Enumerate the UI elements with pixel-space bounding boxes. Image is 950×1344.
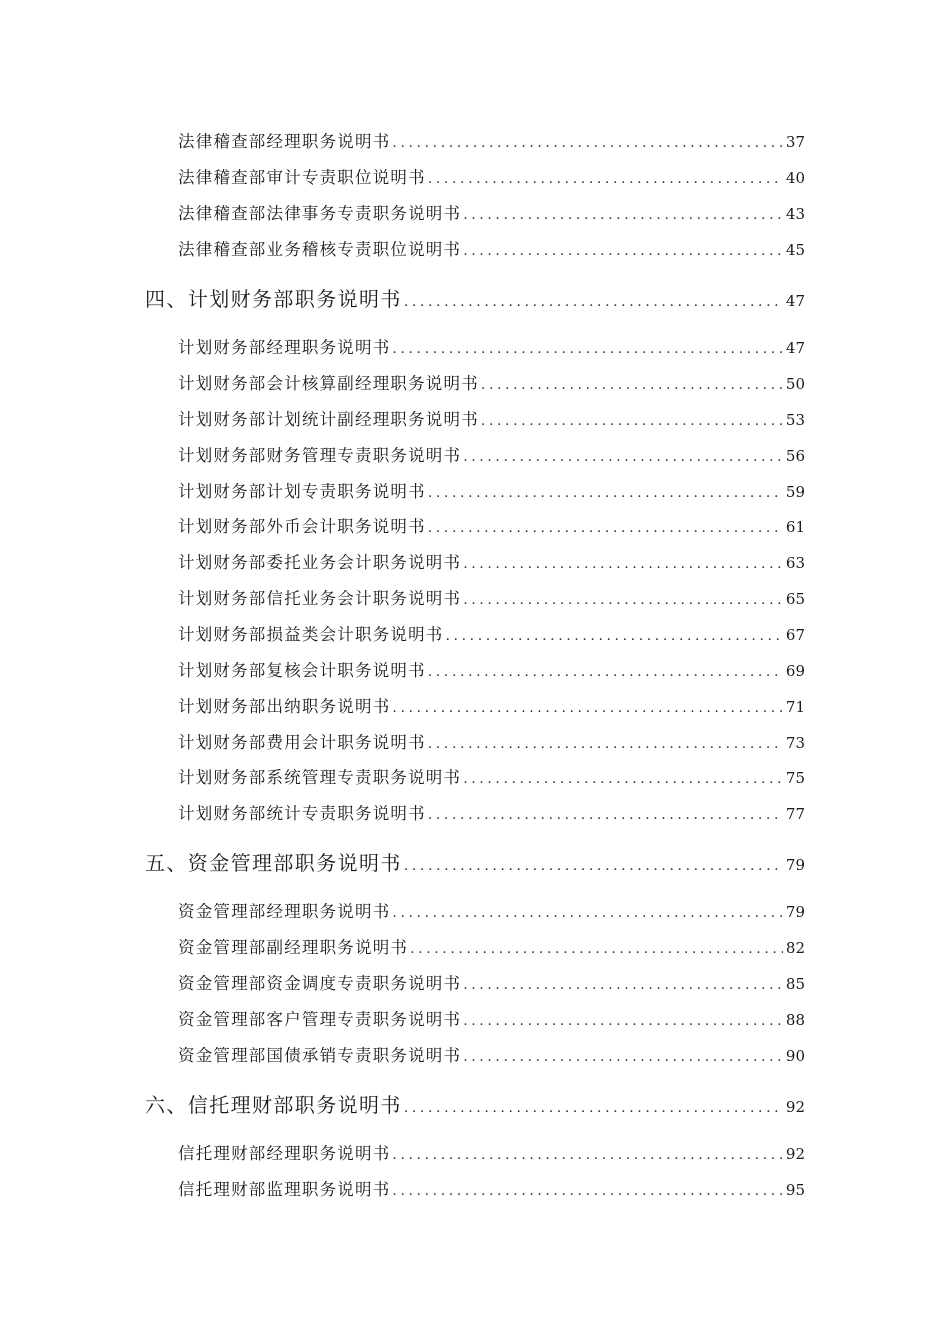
toc-page-number: 92 xyxy=(785,1145,805,1163)
toc-section-entry[interactable] xyxy=(145,847,805,876)
toc-entry-title: 资金管理部经理职务说明书 xyxy=(178,902,391,921)
toc-page-number: 61 xyxy=(785,518,805,536)
toc-entry[interactable] xyxy=(178,585,805,609)
toc-page-number: 75 xyxy=(785,769,805,787)
toc-entry-title: 信托理财部监理职务说明书 xyxy=(178,1180,391,1199)
toc-entry-title: 计划财务部委托业务会计职务说明书 xyxy=(178,553,462,572)
toc-page-number: 92 xyxy=(785,1098,805,1116)
dot-leader xyxy=(392,905,783,921)
toc-page-number: 82 xyxy=(785,939,805,957)
toc-entry[interactable] xyxy=(178,370,805,394)
toc-entry-title: 计划财务部财务管理专责职务说明书 xyxy=(178,446,462,465)
toc-page-number: 43 xyxy=(785,205,805,223)
toc-entry[interactable] xyxy=(178,442,805,466)
dot-leader xyxy=(463,449,783,465)
dot-leader xyxy=(481,413,783,429)
toc-entry-title: 资金管理部副经理职务说明书 xyxy=(178,938,409,957)
toc-page-number: 73 xyxy=(785,734,805,752)
dot-leader xyxy=(428,736,783,752)
toc-entry[interactable] xyxy=(178,200,805,224)
toc-entry-title: 资金管理部客户管理专责职务说明书 xyxy=(178,1010,462,1029)
toc-entry[interactable] xyxy=(178,934,805,958)
toc-entry[interactable] xyxy=(178,1006,805,1030)
toc-entry[interactable] xyxy=(178,164,805,188)
dot-leader xyxy=(463,1049,783,1065)
toc-entry[interactable] xyxy=(178,128,805,152)
toc-page-number: 71 xyxy=(785,698,805,716)
toc-entry-title: 四、计划财务部职务说明书 xyxy=(145,287,402,311)
toc-entry-title: 计划财务部系统管理专责职务说明书 xyxy=(178,768,462,787)
toc-entry-title: 计划财务部外币会计职务说明书 xyxy=(178,517,426,536)
toc-page-number: 79 xyxy=(785,856,805,874)
dot-leader xyxy=(410,941,783,957)
dot-leader xyxy=(404,1100,783,1116)
toc-page-number: 90 xyxy=(785,1047,805,1065)
toc-entry[interactable] xyxy=(178,729,805,753)
toc-entry-title: 计划财务部经理职务说明书 xyxy=(178,338,391,357)
toc-page-number: 79 xyxy=(785,903,805,921)
toc-entry[interactable] xyxy=(178,549,805,573)
toc-page-number: 37 xyxy=(785,133,805,151)
dot-leader xyxy=(404,294,783,310)
toc-entry-title: 计划财务部计划专责职务说明书 xyxy=(178,482,426,501)
dot-leader xyxy=(428,520,783,536)
toc-entry-title: 计划财务部损益类会计职务说明书 xyxy=(178,625,444,644)
toc-entry[interactable] xyxy=(178,621,805,645)
dot-leader xyxy=(463,207,783,223)
dot-leader xyxy=(463,592,783,608)
dot-leader xyxy=(463,556,783,572)
toc-entry[interactable] xyxy=(178,406,805,430)
toc-entry[interactable] xyxy=(178,898,805,922)
dot-leader xyxy=(428,664,783,680)
toc-entry[interactable] xyxy=(178,334,805,358)
toc-entry-title: 信托理财部经理职务说明书 xyxy=(178,1144,391,1163)
toc-page-number: 77 xyxy=(785,805,805,823)
dot-leader xyxy=(404,858,783,874)
toc-entry[interactable] xyxy=(178,236,805,260)
toc-page-number: 85 xyxy=(785,975,805,993)
dot-leader xyxy=(428,485,783,501)
toc-page-number: 40 xyxy=(785,169,805,187)
dot-leader xyxy=(463,771,783,787)
toc-entry[interactable] xyxy=(178,1176,805,1200)
dot-leader xyxy=(392,135,783,151)
toc-entry-title: 法律稽查部法律事务专责职务说明书 xyxy=(178,204,462,223)
toc-page-number: 63 xyxy=(785,554,805,572)
toc-entry[interactable] xyxy=(178,1042,805,1066)
dot-leader xyxy=(392,341,783,357)
toc-entry-title: 计划财务部复核会计职务说明书 xyxy=(178,661,426,680)
dot-leader xyxy=(428,807,783,823)
toc-entry-title: 计划财务部出纳职务说明书 xyxy=(178,697,391,716)
dot-leader xyxy=(463,1013,783,1029)
toc-entry-title: 五、资金管理部职务说明书 xyxy=(145,851,402,875)
toc-entry[interactable] xyxy=(178,478,805,502)
toc-entry-title: 六、信托理财部职务说明书 xyxy=(145,1093,402,1117)
toc-entry-title: 法律稽查部经理职务说明书 xyxy=(178,132,391,151)
dot-leader xyxy=(392,1147,783,1163)
toc-entry-title: 计划财务部统计专责职务说明书 xyxy=(178,804,426,823)
toc-page-number: 45 xyxy=(785,241,805,259)
toc-entry[interactable] xyxy=(178,800,805,824)
dot-leader xyxy=(463,243,783,259)
toc-page-number: 67 xyxy=(785,626,805,644)
toc-entry-title: 计划财务部费用会计职务说明书 xyxy=(178,733,426,752)
toc-entry-title: 法律稽查部业务稽核专责职位说明书 xyxy=(178,240,462,259)
toc-entry-title: 计划财务部计划统计副经理职务说明书 xyxy=(178,410,479,429)
toc-entry[interactable] xyxy=(178,764,805,788)
toc-page-number: 53 xyxy=(785,411,805,429)
dot-leader xyxy=(481,377,783,393)
toc-entry-title: 计划财务部信托业务会计职务说明书 xyxy=(178,589,462,608)
toc-entry[interactable] xyxy=(178,970,805,994)
dot-leader xyxy=(428,171,783,187)
toc-page-number: 59 xyxy=(785,483,805,501)
toc-page-number: 50 xyxy=(785,375,805,393)
toc-entry[interactable] xyxy=(178,513,805,537)
toc-entry[interactable] xyxy=(178,657,805,681)
toc-section-entry[interactable] xyxy=(145,1089,805,1118)
toc-page-number: 88 xyxy=(785,1011,805,1029)
toc-page-number: 69 xyxy=(785,662,805,680)
toc-page-number: 47 xyxy=(785,292,805,310)
dot-leader xyxy=(392,700,783,716)
dot-leader xyxy=(392,1183,783,1199)
toc-entry[interactable] xyxy=(178,693,805,717)
dot-leader xyxy=(446,628,783,644)
toc-page-number: 56 xyxy=(785,447,805,465)
toc-page-number: 65 xyxy=(785,590,805,608)
toc-entry[interactable] xyxy=(178,1140,805,1164)
toc-page-number: 95 xyxy=(785,1181,805,1199)
toc-entry-title: 法律稽查部审计专责职位说明书 xyxy=(178,168,426,187)
toc-entry-title: 计划财务部会计核算副经理职务说明书 xyxy=(178,374,479,393)
toc-entry-title: 资金管理部资金调度专责职务说明书 xyxy=(178,974,462,993)
dot-leader xyxy=(463,977,783,993)
toc-page-number: 47 xyxy=(785,339,805,357)
toc-section-entry[interactable] xyxy=(145,283,805,312)
toc-entry-title: 资金管理部国债承销专责职务说明书 xyxy=(178,1046,462,1065)
